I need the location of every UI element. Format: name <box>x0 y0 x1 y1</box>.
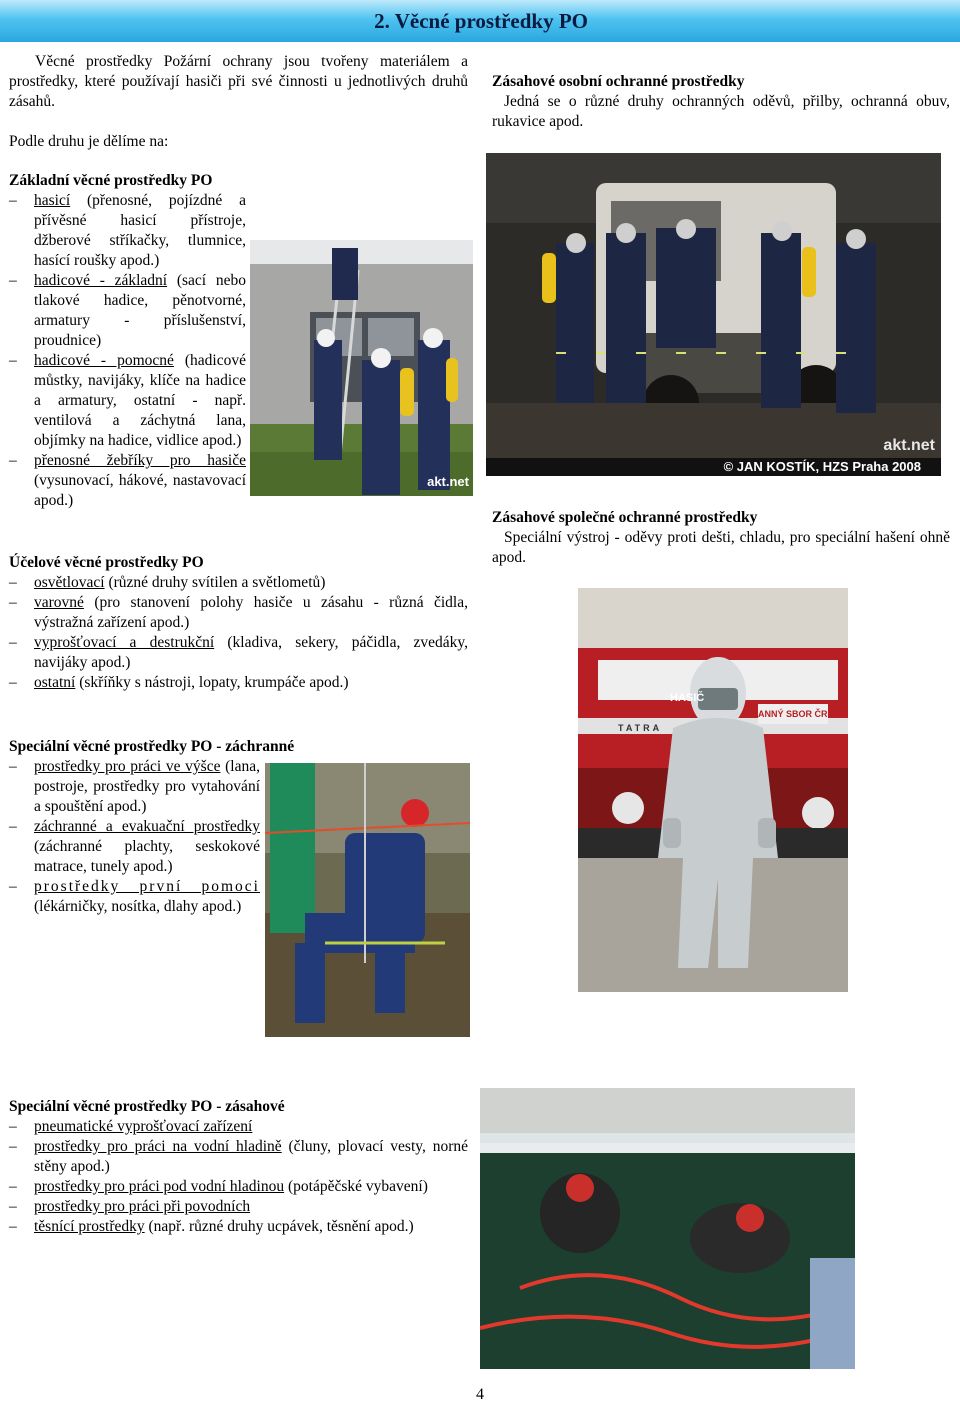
item-list <box>9 1117 468 1237</box>
item-description: (různé druhy svítilen a světlometů) <box>104 574 326 591</box>
item-term: hadicové - základní <box>34 272 168 289</box>
section-text: Speciální výstroj - oděvy proti dešti, chladu, pro speciální hašení ohně apod. <box>492 529 950 566</box>
item-description: (přenosné, pojízdné a přívěsné hasicí přístroje, džberové stříkačky, tlumnice, hasící roušky apod.) <box>34 192 246 269</box>
item-list <box>9 757 260 917</box>
section-ucelove <box>9 553 468 693</box>
photo-caption-strip <box>486 458 941 476</box>
list-item <box>9 1117 468 1137</box>
page-number: 4 <box>476 1386 484 1403</box>
section-title: Zásahové společné ochranné prostředky <box>492 509 758 526</box>
item-term: pneumatické vyprošťovací zařízení <box>34 1118 253 1135</box>
intro-subtitle: Podle druhu je dělíme na: <box>9 133 169 150</box>
item-description: (lana, postroje, prostředky pro vytahování a spouštění apod.) <box>34 758 260 815</box>
list-item <box>9 757 260 817</box>
item-term: prostředky pro práci pod vodní hladinou <box>34 1178 285 1195</box>
list-item <box>9 1197 468 1217</box>
list-item <box>9 877 260 917</box>
item-term: záchranné a evakuační prostředky <box>34 818 260 835</box>
section-title: Speciální věcné prostředky PO - záchranné <box>9 738 295 755</box>
item-description: (hadicové můstky, navijáky, klíče na hadice a armatury, ostatní - např. ventilová a záchytná lana, objímky na hadice, vidlice apod.) <box>34 352 246 449</box>
item-description: (potápěčské vybavení) <box>284 1178 428 1195</box>
list-item <box>9 673 468 693</box>
photo-credit: © JAN KOSTÍK, HZS Praha 2008 <box>723 459 921 474</box>
item-term: osvětlovací <box>34 574 105 591</box>
section-zachranne <box>9 737 295 917</box>
item-term: těsnící prostředky <box>34 1218 145 1235</box>
akt-net-logo: akt.net <box>883 437 935 454</box>
item-term: prostředky první pomoci <box>34 878 260 895</box>
photo-water-rescue <box>480 1088 855 1369</box>
item-term: prostředky pro práci na vodní hladině <box>34 1138 282 1155</box>
item-description: (pro stanovení polohy hasiče u zásahu - různá čidla, výstražná zařízení apod.) <box>34 594 468 631</box>
item-term: přenosné žebříky pro hasiče <box>34 452 246 469</box>
list-item <box>9 191 246 271</box>
truck-sign-text: HASIČ <box>670 692 705 704</box>
section-zakladni <box>9 171 246 511</box>
item-description: (čluny, plovací vesty, norné stěny apod.) <box>34 1138 469 1175</box>
item-term: prostředky pro práci při povodních <box>34 1198 251 1215</box>
truck-brand-text: TATRA <box>618 723 663 733</box>
item-description: (vysunovací, hákové, nastavovací apod.) <box>34 472 246 509</box>
list-item <box>9 817 260 877</box>
item-term: hasicí <box>34 192 71 209</box>
list-item <box>9 573 468 593</box>
item-description: (lékárničky, nosítka, dlahy apod.) <box>34 898 242 915</box>
section-title: Účelové věcné prostředky PO <box>9 554 204 571</box>
item-term: hadicové - pomocné <box>34 352 174 369</box>
list-item <box>9 451 246 511</box>
item-description: (kladiva, sekery, páčidla, zvedáky, navijáky apod.) <box>34 634 468 671</box>
item-term: varovné <box>34 594 84 611</box>
item-description: (záchranné plachty, seskokové matrace, tunely apod.) <box>34 838 260 875</box>
list-item <box>9 633 468 673</box>
list-item <box>9 1137 468 1177</box>
section-title: Zásahové osobní ochranné prostředky <box>492 73 745 90</box>
page-title: 2. Věcné prostředky PO <box>374 9 588 33</box>
intro-paragraph: Věcné prostředky Požární ochrany jsou tvořeny materiálem a prostředky, které používají hasiči při své činnosti u jednotlivých druhů zásahů. <box>9 53 468 110</box>
item-term: ostatní <box>34 674 76 691</box>
akt-net-logo: akt.net <box>427 474 469 489</box>
section-title: Speciální věcné prostředky PO - zásahové <box>9 1098 285 1115</box>
photo-rope-rescue <box>265 763 470 1037</box>
item-term: vyprošťovací a destrukční <box>34 634 215 651</box>
item-description: (sací nebo tlakové hadice, pěnotvorné, armatury - příslušenství, proudnice) <box>34 272 246 349</box>
section-zasahove <box>9 1097 468 1237</box>
section-title: Základní věcné prostředky PO <box>9 172 213 189</box>
list-item <box>9 593 468 633</box>
list-item <box>9 1177 468 1197</box>
photo-protective-suit <box>578 588 848 992</box>
item-description: (skříňky s nástroji, lopaty, krumpáče apod.) <box>75 674 349 691</box>
photo-ladder-training <box>250 240 473 496</box>
item-description: (např. různé druhy ucpávek, těsnění apod.) <box>144 1218 414 1235</box>
section-text: Jedná se o různé druhy ochranných oděvů, přilby, ochranná obuv, rukavice apod. <box>492 93 950 130</box>
section-spolecne <box>492 508 950 568</box>
section-osobni <box>492 72 950 132</box>
item-term: prostředky pro práci ve výšce <box>34 758 221 775</box>
truck-sign-text-2: ANNÝ SBOR ČR <box>758 704 828 724</box>
list-item <box>9 271 246 351</box>
item-list <box>9 573 468 693</box>
list-item <box>9 1217 468 1237</box>
item-list <box>9 191 246 511</box>
list-item <box>9 351 246 451</box>
photo-van-fire <box>486 153 941 458</box>
